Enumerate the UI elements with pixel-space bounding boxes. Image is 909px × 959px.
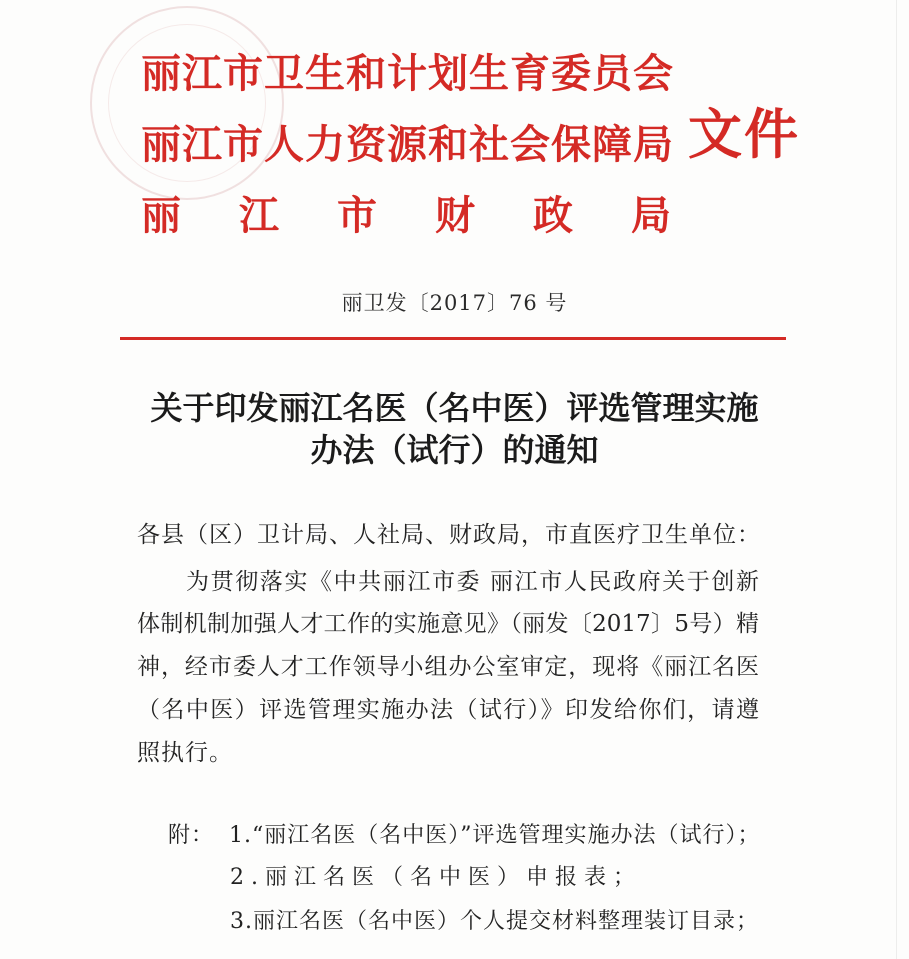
document-type-label: 文件 — [688, 102, 800, 166]
document-number: 丽卫发〔2017〕76 号 — [341, 291, 568, 315]
salutation: 各县（区）卫计局、人社局、财政局，市直医疗卫生单位： — [137, 522, 761, 548]
issuer-finance-char: 财 — [435, 192, 475, 239]
attachment-item: 1.“丽江名医（名中医）”评选管理实施办法（试行）； — [229, 823, 761, 848]
red-divider-line — [120, 337, 786, 340]
body-paragraph-line: 神，经市委人才工作领导小组办公室审定，现将《丽江名医 — [137, 654, 759, 680]
issuer-finance-char: 江 — [239, 192, 279, 239]
issuer-hr-bureau: 丽江市人力资源和社会保障局 — [141, 121, 674, 168]
issuer-finance-char: 政 — [533, 192, 573, 239]
attachment-item: 3.丽江名医（名中医）个人提交材料整理装订目录； — [230, 909, 759, 934]
issuer-finance-char: 市 — [337, 192, 377, 239]
issuer-finance-bureau — [141, 184, 671, 241]
body-paragraph-line: （名中医）评选管理实施办法（试行）》印发给你们，请遵 — [137, 697, 759, 723]
issuer-finance-char: 局 — [631, 192, 671, 239]
attachments-label: 附： — [168, 823, 215, 848]
attachment-item: 2.丽江名医（名中医）申报表； — [230, 865, 642, 890]
body-paragraph-line: 为贯彻落实《中共丽江市委 丽江市人民政府关于创新 — [186, 569, 759, 595]
scan-edge-line — [896, 0, 897, 959]
notice-title-line-1: 关于印发丽江名医（名中医）评选管理实施 — [150, 389, 759, 427]
issuer-health-commission: 丽江市卫生和计划生育委员会 — [141, 50, 674, 97]
seal-imprint — [90, 6, 284, 200]
body-paragraph-line: 照执行。 — [137, 740, 233, 766]
body-paragraph-line: 体制机制加强人才工作的实施意见》（丽发〔2017〕5号）精 — [137, 611, 759, 637]
notice-title-line-2: 办法（试行）的通知 — [310, 431, 599, 469]
issuer-finance-char: 丽 — [141, 192, 181, 239]
